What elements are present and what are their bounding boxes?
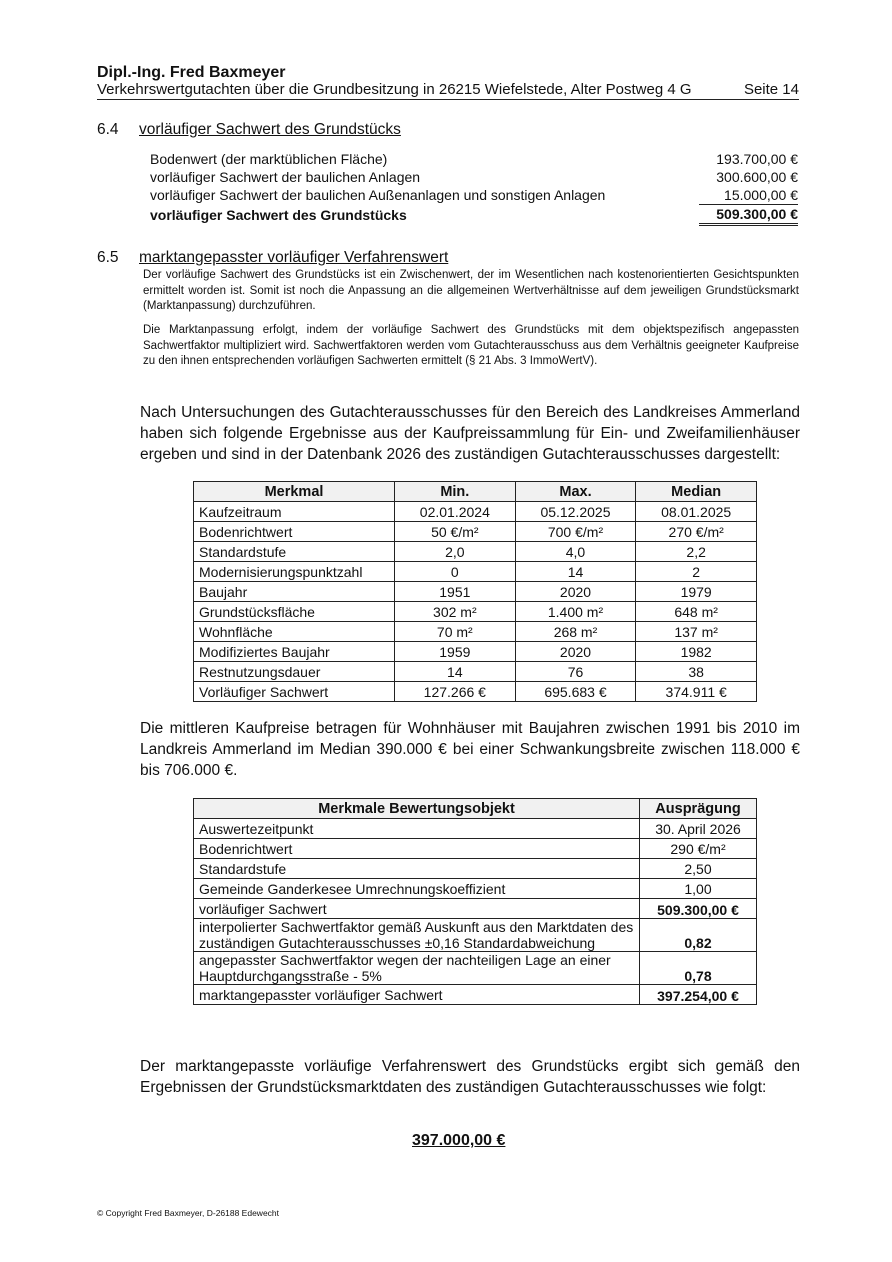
table-row	[194, 682, 757, 702]
value-cell: 14	[395, 662, 516, 682]
document-subtitle: Verkehrswertgutachten über die Grundbesitzung in 26215 Wiefelstede, Alter Postweg 4 G	[97, 81, 692, 98]
summary-row	[150, 150, 798, 168]
value-cell: 397.254,00 €	[640, 985, 757, 1005]
section-heading-6-5	[97, 249, 448, 267]
value-cell: 76	[515, 662, 636, 682]
row-label-cell: Auswertezeitpunkt	[194, 819, 640, 839]
summary-value: 15.000,00 €	[724, 187, 798, 203]
value-cell: 648 m²	[636, 602, 757, 622]
table-row	[194, 819, 757, 839]
column-header: Median	[636, 482, 757, 502]
row-label-cell: interpolierter Sachwertfaktor gemäß Auskunft aus den Marktdaten des zuständigen Gutachterausschusses ±0,16 Standardabweichung	[194, 919, 640, 952]
valuation-object-table	[193, 798, 757, 1005]
column-header: Min.	[395, 482, 516, 502]
final-market-value: 397.000,00 €	[412, 1132, 506, 1149]
value-cell: 08.01.2025	[636, 502, 757, 522]
table-row	[194, 582, 757, 602]
table-header-row	[194, 482, 757, 502]
value-cell: 695.683 €	[515, 682, 636, 702]
summary-total-row	[150, 205, 798, 225]
table-row	[194, 919, 757, 952]
table-row	[194, 899, 757, 919]
value-cell: 2	[636, 562, 757, 582]
value-cell: 2,50	[640, 859, 757, 879]
summary-total-label: vorläufiger Sachwert des Grundstücks	[150, 206, 407, 223]
row-label-cell: Modernisierungspunktzahl	[194, 562, 395, 582]
value-cell: 2,0	[395, 542, 516, 562]
value-cell: 1979	[636, 582, 757, 602]
row-label-cell: Kaufzeitraum	[194, 502, 395, 522]
row-label-cell: Bodenrichtwert	[194, 839, 640, 859]
summary-total-value: 509.300,00 €	[699, 205, 798, 225]
row-label-cell: angepasster Sachwertfaktor wegen der nachteiligen Lage an einer Hauptdurchgangsstraße - 5%	[194, 952, 640, 985]
summary-label: vorläufiger Sachwert der baulichen Anlagen	[150, 169, 421, 185]
value-cell: 700 €/m²	[515, 522, 636, 542]
copyright-footer: © Copyright Fred Baxmeyer, D-26188 Edewecht	[97, 1208, 280, 1218]
summary-value: 300.600,00 €	[716, 169, 798, 185]
value-cell: 127.266 €	[395, 682, 516, 702]
row-label-cell: Restnutzungsdauer	[194, 662, 395, 682]
value-cell: 14	[515, 562, 636, 582]
summary-value: 193.700,00 €	[716, 151, 798, 167]
summary-label: Bodenwert (der marktüblichen Fläche)	[150, 151, 388, 167]
row-label-cell: Modifiziertes Baujahr	[194, 642, 395, 662]
value-cell: 268 m²	[515, 622, 636, 642]
paragraph-conclusion: Der marktangepasste vorläufige Verfahrenswert des Grundstücks ergibt sich gemäß den Ergebnissen der Grundstücksmarktdaten des zuständigen Gutachterausschusses wie folgt:	[140, 1058, 800, 1096]
value-cell: 509.300,00 €	[640, 899, 757, 919]
row-label-cell: Baujahr	[194, 582, 395, 602]
value-cell: 4,0	[515, 542, 636, 562]
table-row	[194, 859, 757, 879]
section-heading-6-4	[97, 121, 401, 139]
section-number: 6.4	[97, 121, 119, 138]
sachwert-summary-table	[150, 150, 798, 226]
value-cell: 374.911 €	[636, 682, 757, 702]
table-row	[194, 642, 757, 662]
section-number: 6.5	[97, 249, 119, 266]
paragraph-median-prices: Die mittleren Kaufpreise betragen für Wohnhäuser mit Baujahren zwischen 1991 bis 2010 im Landkreis Ammerland im Median 390.000 € bei einer Schwankungsbreite zwischen 118.000 € bis 706.000 €.	[140, 720, 800, 779]
paragraph-intermediate-value: Der vorläufige Sachwert des Grundstücks ist ein Zwischenwert, der im Wesentlichen nach kostenorientierten Gesichtspunkten ermittelt worden ist. Somit ist noch die Anpassung an die allgemeinen Wertverhältnisse auf dem jeweiligen Grundstücksmarkt (Marktanpassung) durchzuführen.	[143, 269, 799, 312]
column-header: Merkmal	[194, 482, 395, 502]
author-name: Dipl.-Ing. Fred Baxmeyer	[97, 64, 286, 81]
section-title: vorläufiger Sachwert des Grundstücks	[139, 121, 401, 138]
paragraph-committee-results: Nach Untersuchungen des Gutachterausschusses für den Bereich des Landkreises Ammerland haben sich folgende Ergebnisse aus der Kaufpreissammlung für Ein- und Zweifamilienhäuser ergeben und sind in der Datenbank 2026 des zuständigen Gutachterausschusses dargestellt:	[140, 404, 800, 463]
value-cell: 1982	[636, 642, 757, 662]
market-data-table	[193, 481, 757, 702]
section-title: marktangepasster vorläufiger Verfahrenswert	[139, 249, 449, 266]
value-cell: 290 €/m²	[640, 839, 757, 859]
table-row	[194, 602, 757, 622]
value-cell: 0	[395, 562, 516, 582]
table-header-row	[194, 799, 757, 819]
row-label-cell: Standardstufe	[194, 542, 395, 562]
summary-row	[150, 186, 798, 205]
row-label-cell: Gemeinde Ganderkesee Umrechnungskoeffizient	[194, 879, 640, 899]
table-row	[194, 542, 757, 562]
row-label-cell: Bodenrichtwert	[194, 522, 395, 542]
table-row	[194, 662, 757, 682]
table-row	[194, 562, 757, 582]
column-header: Ausprägung	[640, 799, 757, 819]
column-header: Max.	[515, 482, 636, 502]
value-cell: 0,78	[640, 952, 757, 985]
value-cell: 1,00	[640, 879, 757, 899]
table-row	[194, 952, 757, 985]
paragraph-market-adjustment: Die Marktanpassung erfolgt, indem der vorläufige Sachwert des Grundstücks mit dem objektspezifisch angepassten Sachwertfaktor multipliziert wird. Sachwertfaktoren werden vom Gutachterausschuss aus dem Verhältnis geeigneter Kaufpreise zu den ihnen entsprechenden vorläufigen Sachwerten ermittelt (§ 21 Abs. 3 ImmoWertV).	[143, 324, 799, 367]
value-cell: 1959	[395, 642, 516, 662]
row-label-cell: marktangepasster vorläufiger Sachwert	[194, 985, 640, 1005]
summary-label: vorläufiger Sachwert der baulichen Außenanlagen und sonstigen Anlagen	[150, 187, 606, 204]
row-label-cell: Standardstufe	[194, 859, 640, 879]
value-cell: 2020	[515, 642, 636, 662]
value-cell: 302 m²	[395, 602, 516, 622]
value-cell: 2,2	[636, 542, 757, 562]
row-label-cell: Vorläufiger Sachwert	[194, 682, 395, 702]
value-cell: 137 m²	[636, 622, 757, 642]
value-cell: 70 m²	[395, 622, 516, 642]
table-row	[194, 502, 757, 522]
column-header: Merkmale Bewertungsobjekt	[194, 799, 640, 819]
value-cell: 02.01.2024	[395, 502, 516, 522]
value-cell: 05.12.2025	[515, 502, 636, 522]
table-row	[194, 985, 757, 1005]
page-header	[97, 81, 799, 100]
row-label-cell: Grundstücksfläche	[194, 602, 395, 622]
table-row	[194, 522, 757, 542]
value-cell: 1951	[395, 582, 516, 602]
value-cell: 270 €/m²	[636, 522, 757, 542]
row-label-cell: Wohnfläche	[194, 622, 395, 642]
table-row	[194, 622, 757, 642]
summary-row	[150, 168, 798, 186]
value-cell: 0,82	[640, 919, 757, 952]
value-cell: 2020	[515, 582, 636, 602]
table-row	[194, 839, 757, 859]
value-cell: 30. April 2026	[640, 819, 757, 839]
page-number: Seite 14	[743, 81, 799, 98]
value-cell: 38	[636, 662, 757, 682]
value-cell: 50 €/m²	[395, 522, 516, 542]
value-cell: 1.400 m²	[515, 602, 636, 622]
table-row	[194, 879, 757, 899]
row-label-cell: vorläufiger Sachwert	[194, 899, 640, 919]
